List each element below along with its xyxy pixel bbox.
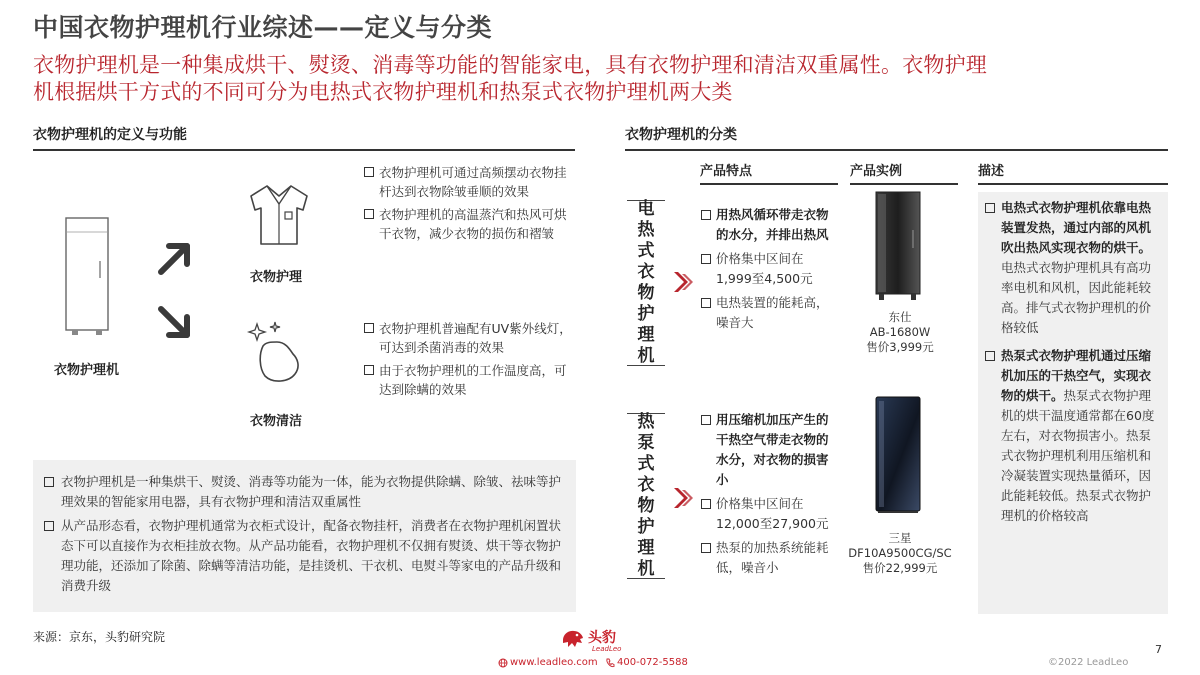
- page-number: 7: [1155, 643, 1162, 656]
- electric-type-label: [627, 200, 665, 366]
- product-brand: 三星: [888, 531, 912, 545]
- chevron-right-icon: [672, 270, 698, 294]
- clean-points-list: [363, 319, 578, 403]
- note-item: 从产品形态看，衣物护理机通常为衣柜式设计，配备衣物挂杆，消费者在衣物护理机闲置状态下可以直接作为衣柜挂放衣物。从产品功能看，衣物护理机不仅拥有熨烫、烘干等衣物护理功能，还添加了除菌、除螨等清洁功能，是挂烫机、干衣机、电熨斗等家电的产品升级和消费升级: [43, 516, 562, 596]
- heatpump-features: [700, 410, 838, 582]
- product-price: 售价3,999元: [866, 340, 934, 354]
- arrow-up-right-icon: [155, 238, 195, 278]
- feature-item: 用压缩机加压产生的干热空气带走衣物的水分，对衣物的损害小: [700, 410, 838, 490]
- label-char: 衣: [637, 475, 655, 495]
- wardrobe-machine-icon: [64, 216, 110, 340]
- copyright: ©2022 LeadLeo: [1048, 657, 1129, 668]
- clean-label: 衣物清洁: [250, 414, 303, 429]
- heatpump-product-caption: [846, 531, 954, 576]
- care-point: 衣物护理机可通过高频摆动衣物挂杆达到衣物除皱垂顺的效果: [363, 163, 578, 201]
- brand-logo: 头豹: [588, 630, 616, 646]
- label-char: 物: [637, 496, 655, 516]
- label-char: 机: [637, 346, 655, 366]
- label-char: 理: [637, 325, 655, 345]
- subtitle-line-1: 衣物护理机是一种集成烘干、熨烫、消毒等功能的智能家电，具有衣物护理和清洁双重属性。衣物护理: [33, 53, 987, 77]
- feature-item: 用热风循环带走衣物的水分，并排出热风: [700, 205, 838, 245]
- clean-point: 衣物护理机普遍配有UV紫外线灯，可达到杀菌消毒的效果: [363, 319, 578, 357]
- shirt-icon: [245, 180, 313, 250]
- label-char: 理: [637, 538, 655, 558]
- clean-point: 由于衣物护理机的工作温度高，可达到除螨的效果: [363, 361, 578, 399]
- electric-features: [700, 205, 838, 337]
- label-char: 热: [637, 412, 655, 432]
- label-char: 式: [637, 241, 655, 261]
- label-char: 热: [637, 220, 655, 240]
- website-link[interactable]: www.leadleo.com: [510, 657, 598, 668]
- label-char: 护: [637, 304, 655, 324]
- definition-notes-panel: [33, 460, 576, 612]
- features-column-header: 产品特点: [700, 160, 838, 185]
- classification-section-heading: 衣物护理机的分类: [625, 124, 1168, 151]
- label-char: 物: [637, 283, 655, 303]
- heatpump-product-image: [873, 395, 925, 515]
- arrow-down-right-icon: [155, 303, 195, 343]
- label-char: 泵: [637, 433, 655, 453]
- description-column-header: 描述: [978, 160, 1168, 185]
- subtitle-line-2: 机根据烘干方式的不同可分为电热式衣物护理机和热泵式衣物护理机两大类: [33, 80, 733, 104]
- feature-item: 电热装置的能耗高，噪音大: [700, 293, 838, 333]
- product-model: AB-1680W: [869, 325, 931, 339]
- page-title: 中国衣物护理机行业综述——定义与分类: [33, 13, 493, 42]
- chevron-right-icon: [672, 486, 698, 510]
- machine-label: 衣物护理机: [54, 363, 120, 378]
- care-point: 衣物护理机的高温蒸汽和热风可烘干衣物，减少衣物的损伤和褶皱: [363, 205, 578, 243]
- feature-item: 热泵的加热系统能耗低，噪音小: [700, 538, 838, 578]
- examples-column-header: 产品实例: [850, 160, 958, 185]
- source-note: 来源：京东，头豹研究院: [33, 630, 166, 644]
- label-char: 电: [637, 199, 655, 219]
- page-subtitle: [33, 52, 1178, 106]
- globe-icon: [498, 658, 508, 668]
- electric-product-caption: [858, 310, 942, 355]
- feature-item: 价格集中区间在1,999至4,500元: [700, 249, 838, 289]
- clean-sparkle-icon: [245, 318, 307, 386]
- care-points-list: [363, 163, 578, 247]
- product-price: 售价22,999元: [862, 561, 938, 575]
- description-panel: [978, 192, 1168, 614]
- note-item: 衣物护理机是一种集烘干、熨烫、消毒等功能为一体，能为衣物提供除螨、除皱、祛味等护理效果的智能家用电器，具有衣物护理和清洁双重属性: [43, 472, 562, 512]
- label-char: 衣: [637, 262, 655, 282]
- label-char: 机: [637, 559, 655, 579]
- care-label: 衣物护理: [250, 270, 303, 285]
- definition-section-heading: 衣物护理机的定义与功能: [33, 124, 575, 151]
- electric-product-image: [873, 190, 925, 302]
- label-char: 式: [637, 454, 655, 474]
- description-item: 电热式衣物护理机依靠电热装置发热，通过内部的风机吹出热风实现衣物的烘干。电热式衣物护理机具有高功率电机和风机，因此能耗较高。排气式衣物护理机的价格较低: [984, 198, 1162, 338]
- product-model: DF10A9500CG/SC: [848, 546, 952, 560]
- heatpump-type-label: [627, 413, 665, 579]
- leopard-logo-icon: [560, 626, 586, 652]
- phone-number: 400-072-5588: [617, 657, 688, 668]
- product-brand: 东仕: [888, 310, 912, 324]
- feature-item: 价格集中区间在12,000至27,900元: [700, 494, 838, 534]
- phone-icon: [605, 658, 615, 668]
- description-item: 热泵式衣物护理机通过压缩机加压的干热空气，实现衣物的烘干。热泵式衣物护理机的烘干温度通常都在60度左右，对衣物损害小。热泵式衣物护理机利用压缩机和冷凝装置实现热量循环，因此能耗较低。热泵式衣物护理机的价格较高: [984, 346, 1162, 526]
- label-char: 护: [637, 517, 655, 537]
- brand-logo-sub: LeadLeo: [592, 645, 622, 653]
